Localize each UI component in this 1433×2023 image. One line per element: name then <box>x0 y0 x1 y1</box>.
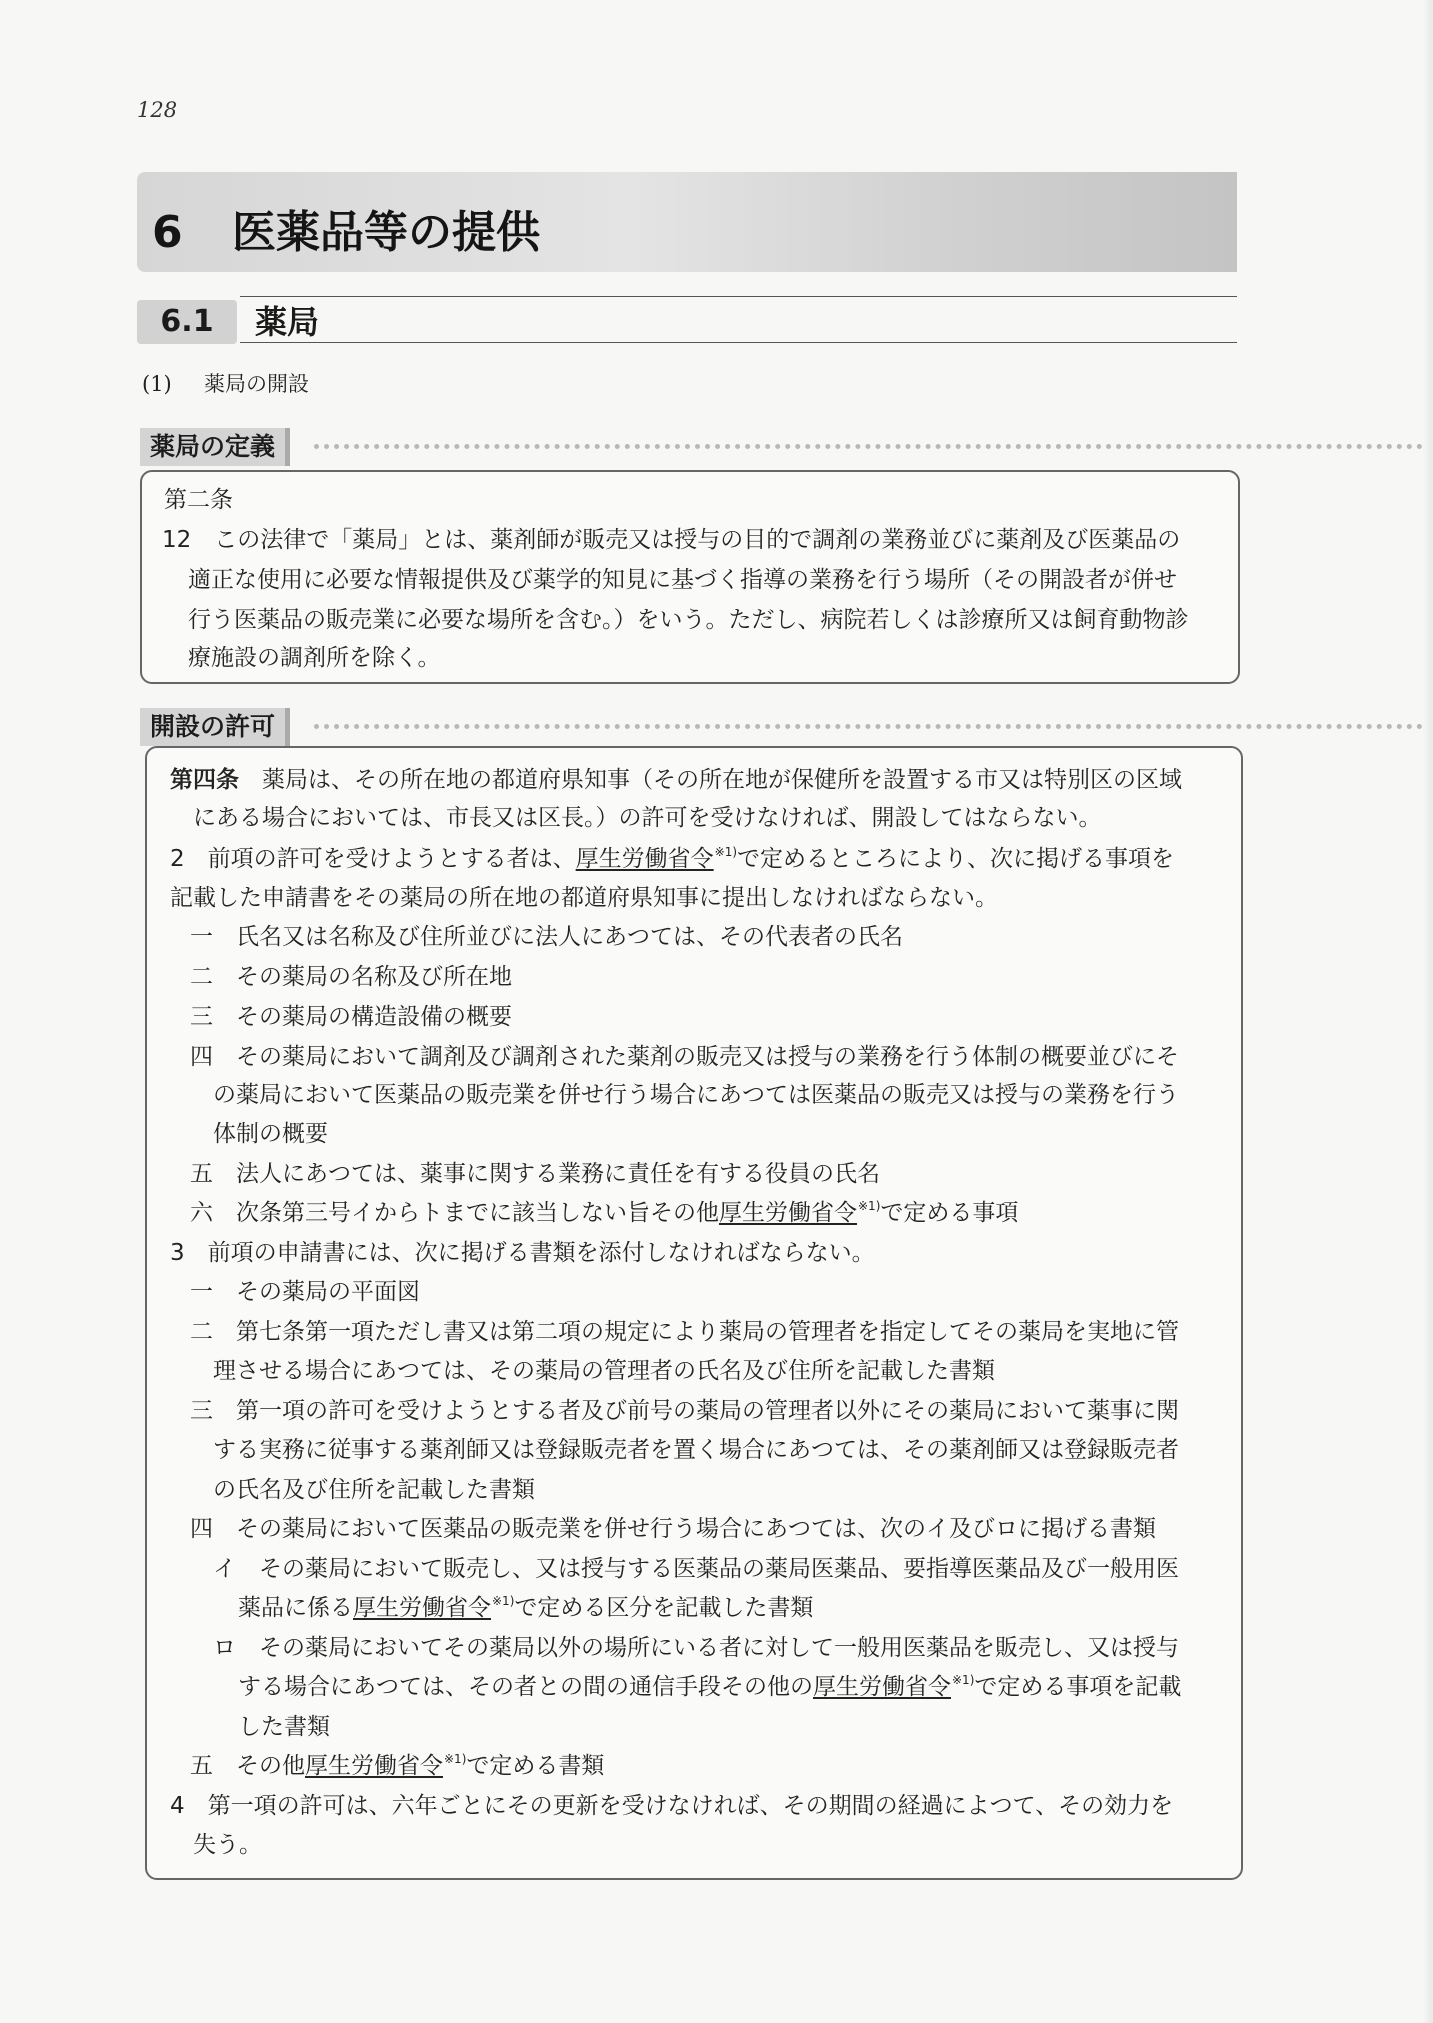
definition-article: 第二条 <box>164 487 233 513</box>
page-edge-shadow <box>1423 0 1433 2023</box>
permission-line: にある場合においては、市長又は区長。）の許可を受けなければ、開設してはならない。 <box>193 805 1102 831</box>
permission-line <box>190 1197 1018 1232</box>
permission-line: ロ その薬局においてその薬局以外の場所にいる者に対して一般用医薬品を販売し、又は授与 <box>213 1635 1179 1661</box>
permission-line: 失う。 <box>193 1832 262 1858</box>
chapter-number: 6 <box>152 207 183 258</box>
permission-box <box>145 746 1243 1880</box>
permission-line <box>190 1750 604 1785</box>
definition-box <box>140 470 1240 684</box>
permission-line: 3 前項の申請書には、次に掲げる書類を添付しなければならない。 <box>170 1240 875 1266</box>
permission-line: 一 氏名又は名称及び住所並びに法人にあつては、その代表者の氏名 <box>190 924 903 950</box>
permission-line: の薬局において医薬品の販売業を併せ行う場合にあつては医薬品の販売又は授与の業務を行う <box>213 1082 1179 1108</box>
line-text: 薬局は、その所在地の都道府県知事（その所在地が保健所を設置する市又は特別区の区域 <box>239 767 1182 793</box>
footnote-mark: ※1) <box>444 1752 467 1766</box>
footnote-mark: ※1) <box>492 1594 515 1608</box>
permission-line <box>238 1592 813 1627</box>
ministry-ordinance: 厚生労働省令 <box>305 1753 443 1779</box>
line-text: 2 前項の許可を受けようとする者は、 <box>170 846 576 872</box>
subsection-title: 薬局の開設 <box>204 372 309 396</box>
line-text: 五 その他 <box>190 1753 305 1779</box>
definition-line: 12 この法律で「薬局」とは、薬剤師が販売又は授与の目的で調剤の業務並びに薬剤及び医薬品の <box>162 527 1181 553</box>
permission-line: 4 第一項の許可は、六年ごとにその更新を受けなければ、その期間の経過によつて、その効力を <box>170 1793 1174 1819</box>
definition-line: 療施設の調剤所を除く。 <box>188 645 441 671</box>
definition-line: 行う医薬品の販売業に必要な場所を含む。）をいう。ただし、病院若しくは診療所又は飼育動物診 <box>188 607 1189 633</box>
page-number: 128 <box>137 98 178 122</box>
line-text: で定める書類 <box>466 1753 605 1779</box>
permission-line: 二 その薬局の名称及び所在地 <box>190 964 512 990</box>
permission-line <box>170 843 1174 878</box>
footnote-mark: ※1) <box>714 845 738 859</box>
line-text: で定める区分を記載した書類 <box>514 1595 814 1621</box>
permission-heading: 開設の許可 <box>140 708 290 746</box>
line-text: 薬品に係る <box>238 1595 353 1621</box>
subsection-heading <box>142 368 309 398</box>
permission-line: 四 その薬局において調剤及び調剤された薬剤の販売又は授与の業務を行う体制の概要並びにそ <box>190 1044 1179 1070</box>
article-label: 第四条 <box>170 767 239 793</box>
footnote-mark: ※1) <box>858 1199 881 1213</box>
definition-dotted-rule <box>314 444 1433 449</box>
footnote-mark: ※1) <box>952 1673 975 1687</box>
permission-line: 三 第一項の許可を受けようとする者及び前号の薬局の管理者以外にその薬局において薬事に関 <box>190 1398 1179 1424</box>
ministry-ordinance: 厚生労働省令 <box>719 1200 857 1226</box>
definition-heading: 薬局の定義 <box>140 428 290 466</box>
permission-line: 二 第七条第一項ただし書又は第二項の規定により薬局の管理者を指定してその薬局を実地に管 <box>190 1319 1179 1345</box>
chapter-title-text: 医薬品等の提供 <box>232 207 540 258</box>
permission-line: 五 法人にあつては、薬事に関する業務に責任を有する役員の氏名 <box>190 1161 880 1187</box>
permission-line: した書類 <box>238 1714 330 1740</box>
line-text: で定める事項を記載 <box>974 1674 1182 1700</box>
permission-line: する実務に従事する薬剤師又は登録販売者を置く場合にあつては、その薬剤師又は登録販売者 <box>213 1437 1179 1463</box>
permission-line: 一 その薬局の平面図 <box>190 1279 420 1305</box>
section-title: 薬局 <box>255 303 320 341</box>
ministry-ordinance: 厚生労働省令 <box>813 1674 951 1700</box>
line-text: する場合にあつては、その者との間の通信手段その他の <box>238 1674 813 1700</box>
section-rule-top <box>240 296 1237 297</box>
chapter-title <box>152 196 540 260</box>
definition-line: 適正な使用に必要な情報提供及び薬学的知見に基づく指導の業務を行う場所（その開設者が併せ <box>188 567 1177 593</box>
permission-line: 四 その薬局において医薬品の販売業を併せ行う場合にあつては、次のイ及びロに掲げる書類 <box>190 1516 1156 1542</box>
permission-line: の氏名及び住所を記載した書類 <box>213 1477 535 1503</box>
permission-line: 理させる場合にあつては、その薬局の管理者の氏名及び住所を記載した書類 <box>213 1358 995 1384</box>
section-number: 6.1 <box>137 300 237 344</box>
line-text: で定めるところにより、次に掲げる事項を <box>737 846 1175 872</box>
permission-line: 体制の概要 <box>213 1121 328 1147</box>
permission-line: 三 その薬局の構造設備の概要 <box>190 1004 512 1030</box>
line-text: で定める事項 <box>880 1200 1019 1226</box>
permission-dotted-rule <box>314 724 1433 729</box>
ministry-ordinance: 厚生労働省令 <box>575 846 714 872</box>
subsection-number: (1) <box>142 372 172 396</box>
permission-line <box>238 1671 1181 1706</box>
section-rule-bottom <box>240 342 1237 343</box>
permission-line: 記載した申請書をその薬局の所在地の都道府県知事に提出しなければならない。 <box>170 885 998 911</box>
ministry-ordinance: 厚生労働省令 <box>353 1595 491 1621</box>
permission-line: イ その薬局において販売し、又は授与する医薬品の薬局医薬品、要指導医薬品及び一般用医 <box>213 1556 1179 1582</box>
permission-line <box>170 764 1182 796</box>
line-text: 六 次条第三号イからトまでに該当しない旨その他 <box>190 1200 719 1226</box>
